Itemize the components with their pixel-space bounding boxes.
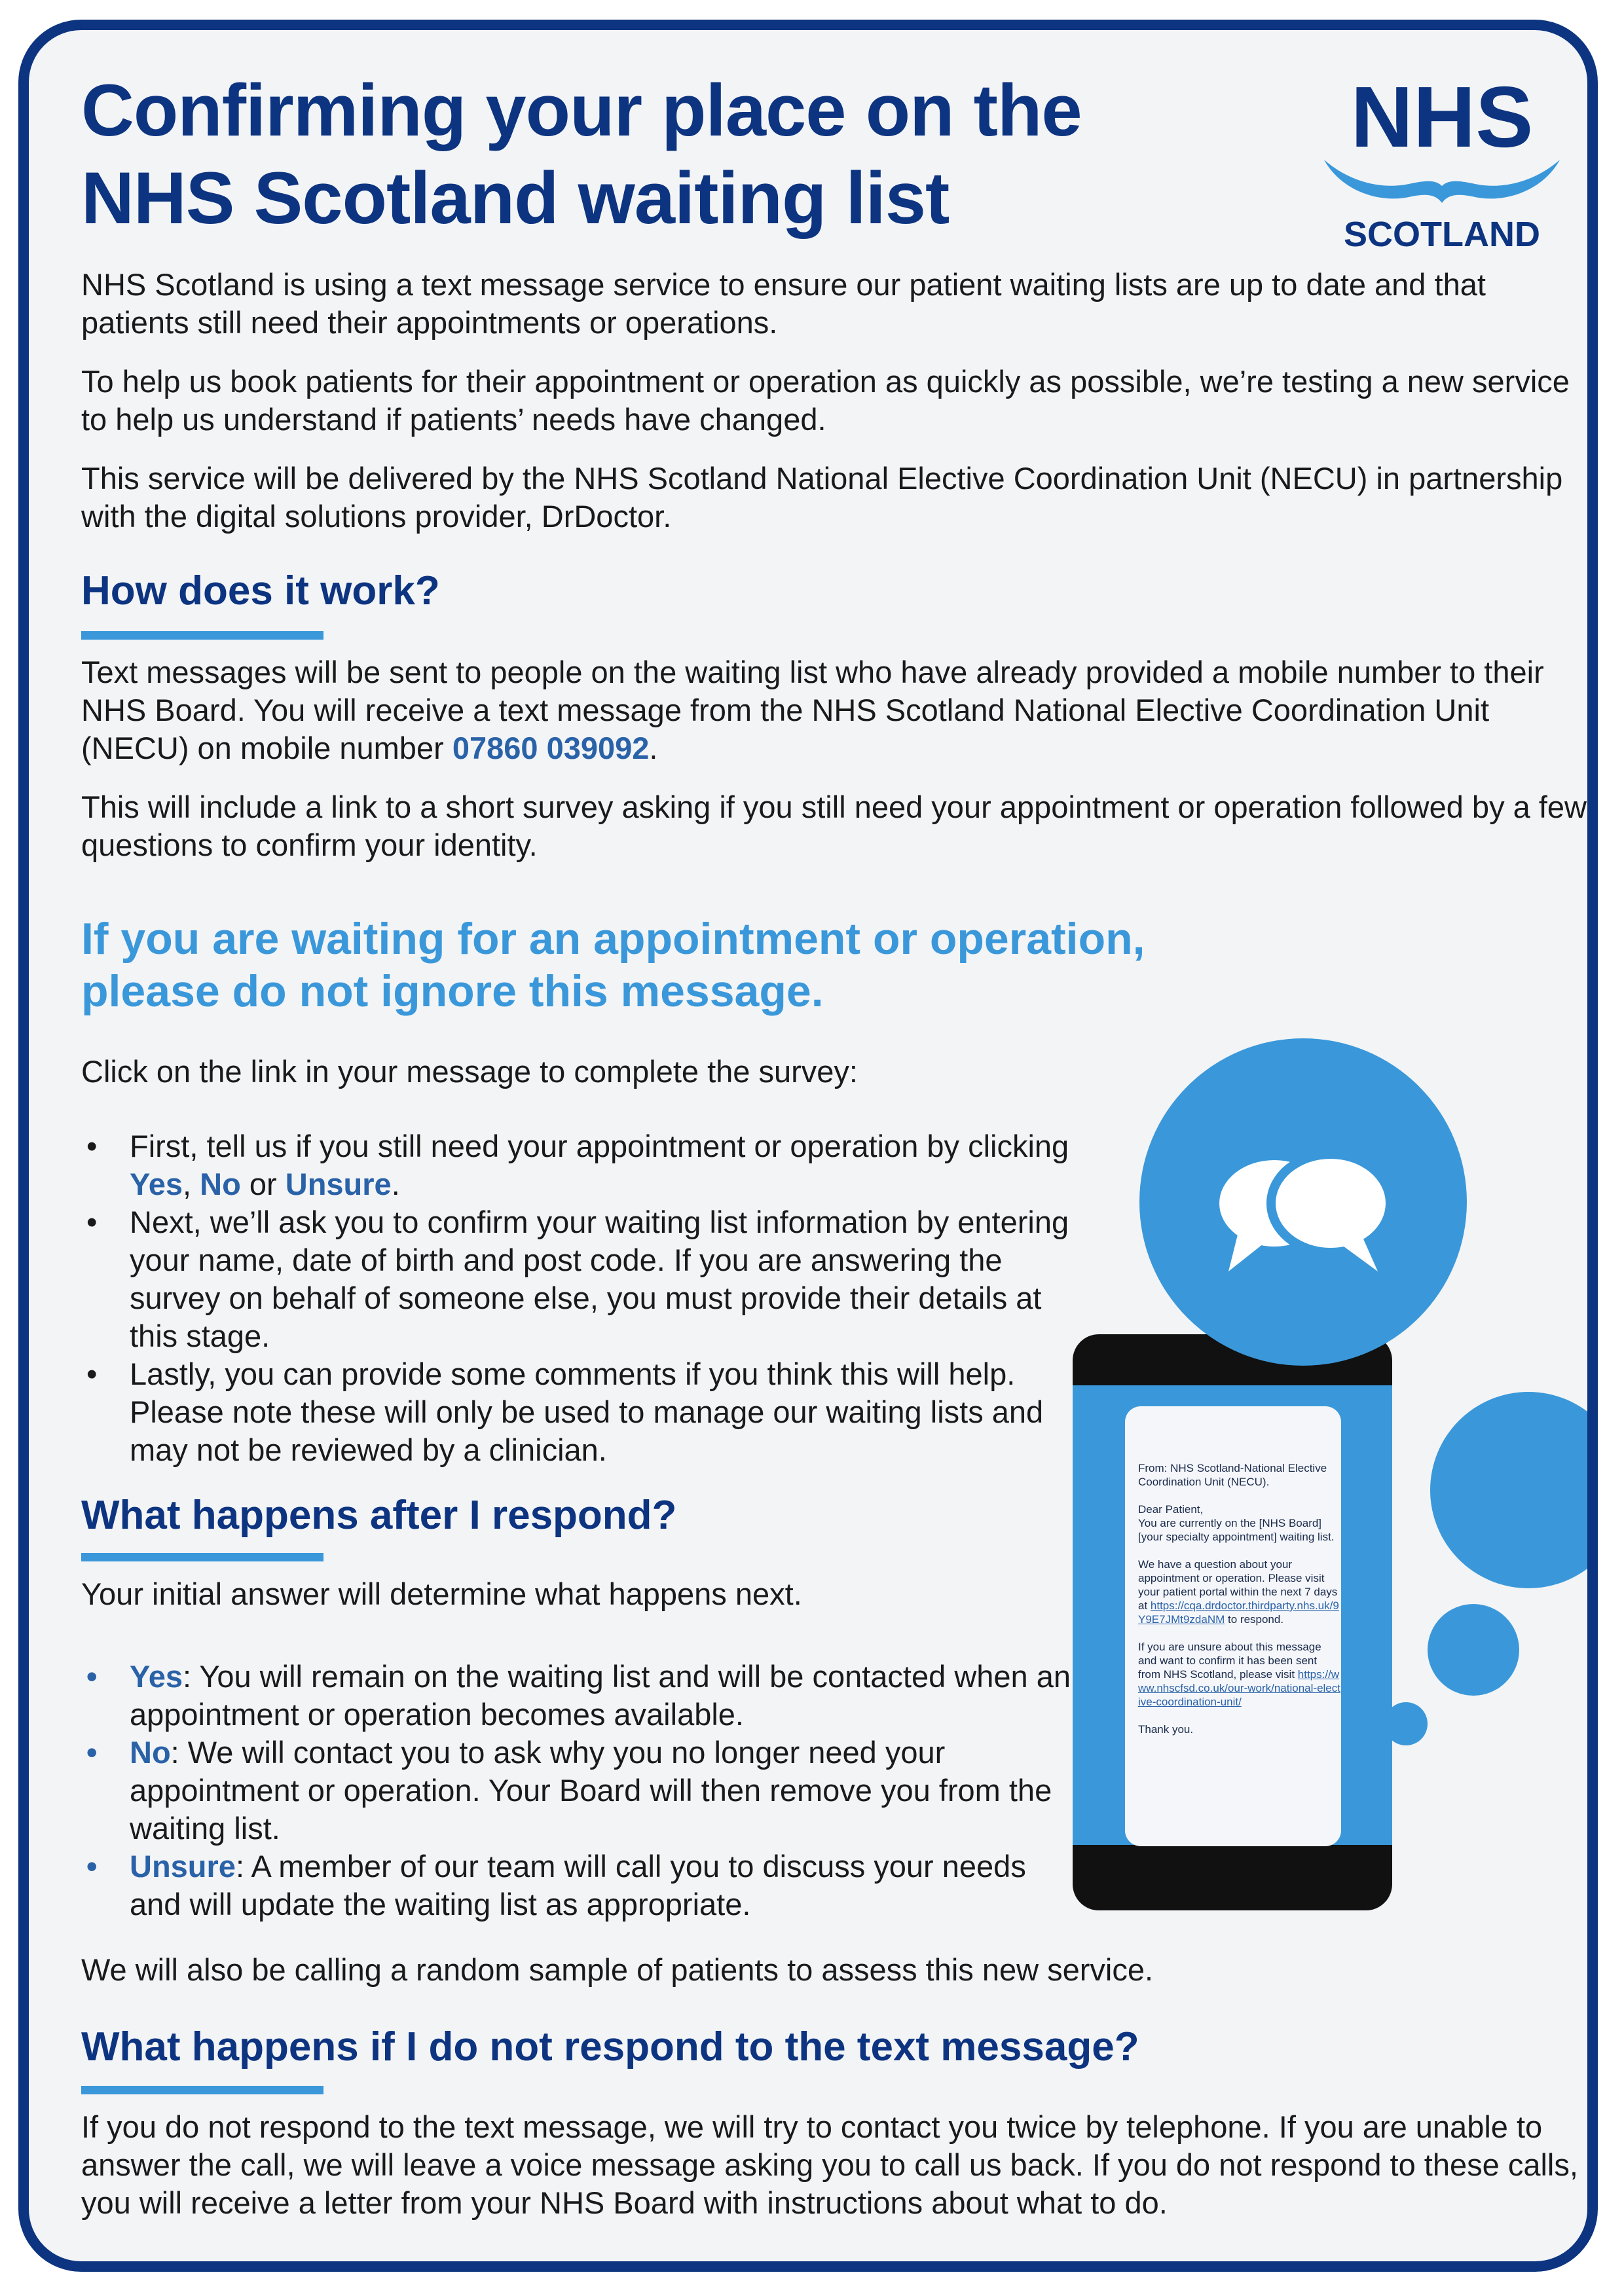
noresponse-text: If you do not respond to the text message, we will try to contact you twice by telephone. If you are unable to answer the call, we will leave a voice message asking you to call us back. If you do not respond to these calls, you will receive a letter from your NHS Board with instructions about what to do.: [81, 2109, 1578, 2220]
page-frame: [18, 20, 1598, 2272]
survey-intro: Click on the link in your message to complete the survey:: [81, 1054, 858, 1089]
message-body-3: If you are unsure about this message and want to confirm it has been sent from NHS Scotland, please visit https://www.nhscfsd.co.uk/our-work/national-elective-coordination-unit/: [1138, 1641, 1340, 1708]
response-options: [81, 1658, 1077, 1923]
message-thanks: Thank you.: [1138, 1723, 1194, 1736]
phone-number: 07860 039092: [452, 731, 650, 765]
portal-link[interactable]: https://cqa.drdoctor.thirdparty.nhs.uk/9Y9E7JMt9zdaNM: [1138, 1599, 1339, 1626]
intro-paragraph-1: NHS Scotland is using a text message service to ensure our patient waiting lists are up to date and that patients still need their appointments or operations.: [81, 267, 1486, 340]
callout-heading: If you are waiting for an appointment or operation, please do not ignore this message.: [81, 914, 1145, 1016]
logo-wave-icon: [1324, 160, 1560, 203]
speech-bubbles-icon: [1214, 1143, 1397, 1300]
after-heading-underline: [81, 1553, 323, 1561]
message-body-2: We have a question about your appointment or operation. Please visit your patient portal within the next 7 days at https://cqa.drdoctor.thirdparty.nhs.uk/9Y9E7JMt9zdaNM to respond.: [1138, 1558, 1339, 1626]
noresponse-heading-underline: [81, 2086, 323, 2094]
option-no: • No: We will contact you to ask why you no longer need your appointment or operation. Your Board will then remove you from the waiting list.: [86, 1735, 1052, 1846]
survey-step-1: • First, tell us if you still need your appointment or operation by clicking Yes, No or Unsure.: [86, 1129, 1069, 1201]
how-heading: How does it work?: [81, 568, 440, 613]
after-intro: Your initial answer will determine what happens next.: [81, 1576, 802, 1611]
logo-scotland-text: SCOTLAND: [1344, 215, 1540, 254]
after-closing: We will also be calling a random sample of patients to assess this new service.: [81, 1952, 1154, 1987]
after-heading: What happens after I respond?: [81, 1493, 677, 1538]
message-body-1: Dear Patient, You are currently on the [NHS Board] [your specialty appointment] waiting list.: [1138, 1503, 1335, 1543]
survey-step-3: • Lastly, you can provide some comments if you think this will help. Please note these will only be used to manage our waiting lists and may not be reviewed by a clinician.: [86, 1357, 1044, 1467]
noresponse-heading: What happens if I do not respond to the text message?: [81, 2024, 1139, 2069]
nhs-scotland-logo: [1320, 75, 1564, 255]
how-heading-underline: [81, 631, 323, 640]
how-paragraph-1: Text messages will be sent to people on the waiting list who have already provided a mobile number to their NHS Board. You will receive a text message from the NHS Scotland National Elective Coordination Unit (NECU) on mobile number 07860 039092.: [81, 655, 1544, 765]
phone-message: [1138, 1461, 1341, 1750]
survey-steps: [81, 1127, 1083, 1469]
intro-paragraph-2: To help us book patients for their appointment or operation as quickly as possible, we’re testing a new service to help us understand if patients’ needs have changed.: [81, 364, 1570, 437]
option-unsure: • Unsure: A member of our team will call you to discuss your needs and will update the waiting list as appropriate.: [86, 1849, 1026, 1922]
logo-nhs-text: NHS: [1350, 75, 1534, 165]
page-title: Confirming your place on the NHS Scotland waiting list: [81, 69, 1082, 239]
how-paragraph-2: This will include a link to a short survey asking if you still need your appointment or operation followed by a few questions to confirm your identity.: [81, 790, 1587, 862]
survey-step-2: • Next, we’ll ask you to confirm your waiting list information by entering your name, date of birth and post code. If you are answering the survey on behalf of someone else, you must provide their details at this stage.: [86, 1205, 1069, 1353]
decor-circle-large: [1430, 1392, 1598, 1588]
decor-circle-medium: [1428, 1604, 1519, 1696]
option-yes: • Yes: You will remain on the waiting list and will be contacted when an appointment or operation becomes available.: [86, 1659, 1071, 1732]
necu-link[interactable]: https://www.nhscfsd.co.uk/our-work/national-elective-coordination-unit/: [1138, 1668, 1340, 1708]
intro-paragraph-3: This service will be delivered by the NHS Scotland National Elective Coordination Unit (NECU) in partnership with the digital solutions provider, DrDoctor.: [81, 461, 1563, 534]
message-from: From: NHS Scotland-National Elective Coordination Unit (NECU).: [1138, 1462, 1327, 1488]
